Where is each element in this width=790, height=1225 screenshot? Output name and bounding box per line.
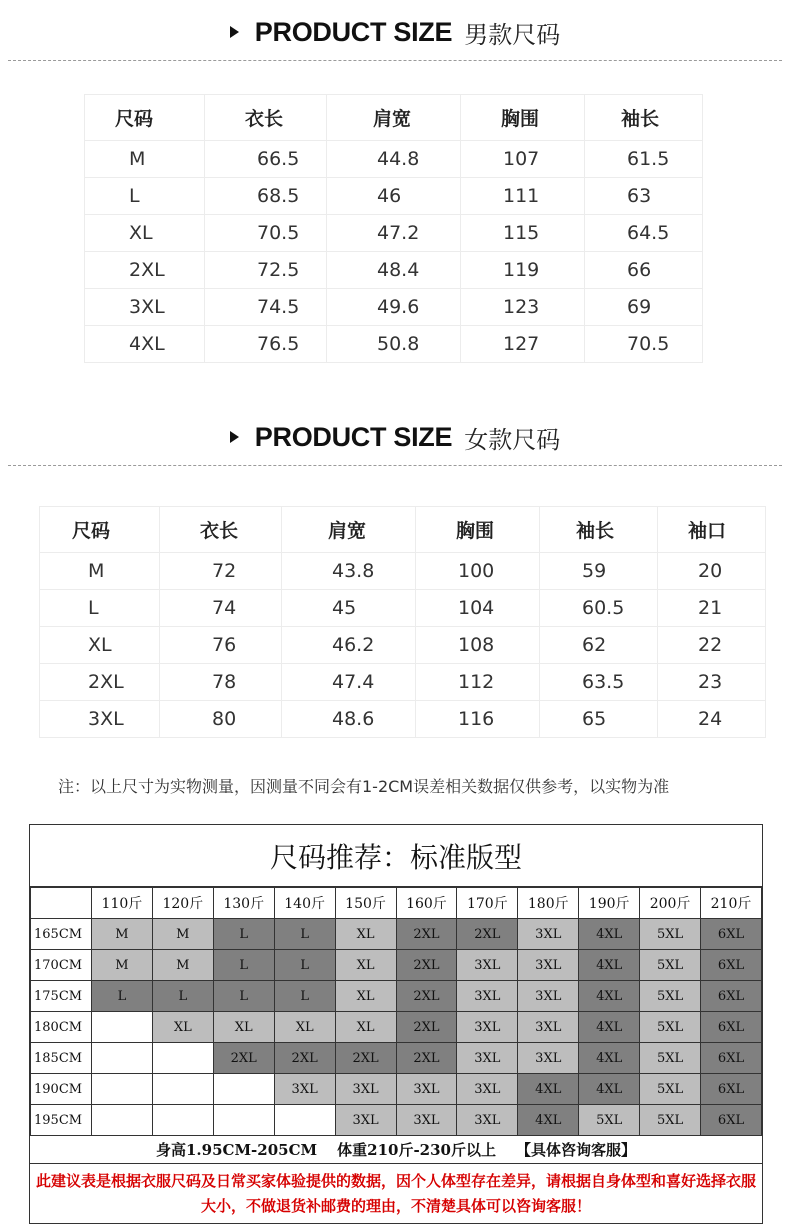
recommended-size-cell: 6XL <box>701 1074 762 1105</box>
size-recommendation-panel <box>29 824 763 1224</box>
recommended-size-cell: XL <box>335 1012 396 1043</box>
table-cell: 104 <box>416 590 540 627</box>
height-row <box>31 1074 762 1105</box>
recommended-size-cell: 4XL <box>518 1105 579 1136</box>
weight-header: 120斤 <box>152 888 213 919</box>
table-cell: 20 <box>658 553 766 590</box>
table-cell: 50.8 <box>327 326 461 363</box>
recommended-size-cell: 2XL <box>274 1043 335 1074</box>
table-cell: 4XL <box>85 326 205 363</box>
weight-header: 110斤 <box>91 888 152 919</box>
recommendation-grid <box>30 887 762 1136</box>
recommended-size-cell <box>91 1043 152 1074</box>
height-label: 165CM <box>31 919 92 950</box>
recommended-size-cell: 3XL <box>396 1074 457 1105</box>
table-header-row <box>40 507 766 553</box>
recommended-size-cell: 4XL <box>579 1074 640 1105</box>
recommended-size-cell: L <box>91 981 152 1012</box>
weight-header: 140斤 <box>274 888 335 919</box>
men-title-en: PRODUCT SIZE <box>254 16 453 47</box>
table-cell: 22 <box>658 627 766 664</box>
table-cell: 127 <box>461 326 585 363</box>
divider <box>8 60 782 61</box>
table-row <box>85 141 703 178</box>
recommended-size-cell: 4XL <box>579 950 640 981</box>
table-cell: 108 <box>416 627 540 664</box>
table-cell: 63.5 <box>540 664 658 701</box>
recommended-size-cell: 3XL <box>518 919 579 950</box>
recommended-size-cell: 5XL <box>640 919 701 950</box>
recommended-size-cell: 3XL <box>457 950 518 981</box>
table-cell: 66 <box>585 252 703 289</box>
recommended-size-cell: 5XL <box>640 1074 701 1105</box>
column-header: 尺码 <box>40 507 160 553</box>
table-cell: 47.4 <box>282 664 416 701</box>
height-label: 190CM <box>31 1074 92 1105</box>
recommended-size-cell: L <box>274 919 335 950</box>
table-cell: 2XL <box>40 664 160 701</box>
table-cell: 70.5 <box>205 215 327 252</box>
recommended-size-cell <box>152 1043 213 1074</box>
table-cell: 66.5 <box>205 141 327 178</box>
footer-consult: 【具体咨询客服】 <box>516 1141 637 1159</box>
height-row <box>31 1043 762 1074</box>
table-cell: 60.5 <box>540 590 658 627</box>
recommended-size-cell: 4XL <box>579 981 640 1012</box>
table-row <box>85 326 703 363</box>
table-row <box>40 590 766 627</box>
table-cell: 76.5 <box>205 326 327 363</box>
recommended-size-cell: 3XL <box>457 1105 518 1136</box>
recommended-size-cell: XL <box>213 1012 274 1043</box>
recommended-size-cell: 4XL <box>579 1012 640 1043</box>
table-cell: 48.6 <box>282 701 416 738</box>
recommended-size-cell: L <box>213 919 274 950</box>
recommended-size-cell: 6XL <box>701 1012 762 1043</box>
recommended-size-cell: 5XL <box>640 1012 701 1043</box>
recommended-size-cell: 5XL <box>640 981 701 1012</box>
men-section-title <box>0 12 790 52</box>
women-size-table <box>39 506 766 738</box>
column-header: 胸围 <box>461 95 585 141</box>
recommended-size-cell: 3XL <box>457 981 518 1012</box>
table-cell: 62 <box>540 627 658 664</box>
recommended-size-cell: L <box>274 981 335 1012</box>
recommended-size-cell <box>152 1074 213 1105</box>
recommended-size-cell: 6XL <box>701 1105 762 1136</box>
height-label: 180CM <box>31 1012 92 1043</box>
height-label: 170CM <box>31 950 92 981</box>
recommended-size-cell: M <box>152 919 213 950</box>
men-title-cn: 男款尺码 <box>464 20 561 49</box>
divider <box>8 465 782 466</box>
weight-header: 170斤 <box>457 888 518 919</box>
weight-header: 200斤 <box>640 888 701 919</box>
recommended-size-cell: L <box>274 950 335 981</box>
table-row <box>40 701 766 738</box>
recommended-size-cell: 4XL <box>579 1043 640 1074</box>
recommended-size-cell: 2XL <box>335 1043 396 1074</box>
recommended-size-cell: 5XL <box>640 1105 701 1136</box>
column-header: 衣长 <box>205 95 327 141</box>
table-cell: 48.4 <box>327 252 461 289</box>
column-header: 胸围 <box>416 507 540 553</box>
recommended-size-cell: 3XL <box>335 1074 396 1105</box>
table-cell: 80 <box>160 701 282 738</box>
recommendation-warning: 此建议表是根据衣服尺码及日常买家体验提供的数据，因个人体型存在差异，请根据自身体型和喜好选择衣服大小，不做退货补邮费的理由，不清楚具体可以咨询客服！ <box>35 1172 756 1215</box>
table-cell: 123 <box>461 289 585 326</box>
recommended-size-cell: 2XL <box>213 1043 274 1074</box>
table-cell: 61.5 <box>585 141 703 178</box>
recommended-size-cell <box>91 1105 152 1136</box>
recommended-size-cell: XL <box>152 1012 213 1043</box>
recommended-size-cell: 3XL <box>335 1105 396 1136</box>
recommended-size-cell: 2XL <box>396 950 457 981</box>
recommended-size-cell: 6XL <box>701 919 762 950</box>
table-cell: 116 <box>416 701 540 738</box>
table-cell: 59 <box>540 553 658 590</box>
weight-header: 160斤 <box>396 888 457 919</box>
table-cell: M <box>40 553 160 590</box>
table-row <box>40 553 766 590</box>
table-row <box>85 178 703 215</box>
height-row <box>31 950 762 981</box>
column-header: 袖长 <box>540 507 658 553</box>
table-cell: 23 <box>658 664 766 701</box>
recommended-size-cell: L <box>213 950 274 981</box>
recommended-size-cell: 3XL <box>518 1043 579 1074</box>
recommended-size-cell <box>213 1074 274 1105</box>
footer-height: 身高1.95CM-205CM <box>155 1141 318 1159</box>
recommended-size-cell: M <box>152 950 213 981</box>
measurement-note: 注：以上尺寸为实物测量，因测量不同会有1-2CM误差相关数据仅供参考，以实物为准 <box>58 777 670 796</box>
column-header: 肩宽 <box>327 95 461 141</box>
height-label: 175CM <box>31 981 92 1012</box>
recommended-size-cell: 3XL <box>457 1074 518 1105</box>
recommended-size-cell: XL <box>274 1012 335 1043</box>
table-cell: 3XL <box>85 289 205 326</box>
table-cell: 65 <box>540 701 658 738</box>
table-row <box>85 252 703 289</box>
weight-header: 130斤 <box>213 888 274 919</box>
table-cell: 111 <box>461 178 585 215</box>
table-cell: 112 <box>416 664 540 701</box>
table-cell: 47.2 <box>327 215 461 252</box>
table-cell: XL <box>40 627 160 664</box>
table-row <box>85 289 703 326</box>
table-cell: 2XL <box>85 252 205 289</box>
table-cell: 78 <box>160 664 282 701</box>
recommended-size-cell: 3XL <box>457 1043 518 1074</box>
weight-header: 180斤 <box>518 888 579 919</box>
table-row <box>40 664 766 701</box>
table-cell: 115 <box>461 215 585 252</box>
height-label: 185CM <box>31 1043 92 1074</box>
recommended-size-cell: 6XL <box>701 1043 762 1074</box>
weight-header-row <box>31 888 762 919</box>
table-cell: 68.5 <box>205 178 327 215</box>
recommended-size-cell <box>213 1105 274 1136</box>
table-row <box>40 627 766 664</box>
table-cell: 107 <box>461 141 585 178</box>
table-cell: 76 <box>160 627 282 664</box>
recommendation-title: 尺码推荐：标准版型 <box>30 825 762 887</box>
recommended-size-cell: 3XL <box>518 1012 579 1043</box>
table-cell: L <box>85 178 205 215</box>
table-cell: 74.5 <box>205 289 327 326</box>
table-cell: 100 <box>416 553 540 590</box>
recommended-size-cell: 6XL <box>701 950 762 981</box>
recommended-size-cell <box>152 1105 213 1136</box>
triangle-bullet-icon <box>230 26 239 38</box>
recommended-size-cell: 5XL <box>579 1105 640 1136</box>
women-section-title <box>0 417 790 457</box>
recommended-size-cell: 5XL <box>640 1043 701 1074</box>
table-cell: 21 <box>658 590 766 627</box>
women-title-cn: 女款尺码 <box>464 425 561 454</box>
column-header: 肩宽 <box>282 507 416 553</box>
recommendation-footer <box>30 1136 762 1164</box>
table-header-row <box>85 95 703 141</box>
recommended-size-cell: L <box>213 981 274 1012</box>
recommended-size-cell <box>91 1012 152 1043</box>
recommended-size-cell: 2XL <box>396 981 457 1012</box>
table-cell: 74 <box>160 590 282 627</box>
weight-header: 210斤 <box>701 888 762 919</box>
height-row <box>31 1105 762 1136</box>
recommended-size-cell: 3XL <box>518 950 579 981</box>
table-cell: M <box>85 141 205 178</box>
recommended-size-cell: M <box>91 950 152 981</box>
recommended-size-cell: 3XL <box>457 1012 518 1043</box>
height-row <box>31 1012 762 1043</box>
table-cell: 69 <box>585 289 703 326</box>
table-cell: 49.6 <box>327 289 461 326</box>
corner-cell <box>31 888 92 919</box>
table-cell: 46 <box>327 178 461 215</box>
recommended-size-cell: XL <box>335 919 396 950</box>
recommended-size-cell: 4XL <box>518 1074 579 1105</box>
men-size-table <box>84 94 703 363</box>
column-header: 尺码 <box>85 95 205 141</box>
column-header: 袖口 <box>658 507 766 553</box>
recommended-size-cell: 2XL <box>457 919 518 950</box>
recommended-size-cell <box>274 1105 335 1136</box>
height-row <box>31 919 762 950</box>
table-row <box>85 215 703 252</box>
height-row <box>31 981 762 1012</box>
table-cell: 72.5 <box>205 252 327 289</box>
recommended-size-cell: 4XL <box>579 919 640 950</box>
table-cell: XL <box>85 215 205 252</box>
column-header: 衣长 <box>160 507 282 553</box>
table-cell: 64.5 <box>585 215 703 252</box>
weight-header: 150斤 <box>335 888 396 919</box>
table-cell: 45 <box>282 590 416 627</box>
table-cell: 70.5 <box>585 326 703 363</box>
triangle-bullet-icon <box>230 431 239 443</box>
recommended-size-cell: 6XL <box>701 981 762 1012</box>
recommended-size-cell: XL <box>335 950 396 981</box>
recommended-size-cell: 2XL <box>396 919 457 950</box>
recommended-size-cell: XL <box>335 981 396 1012</box>
table-cell: 63 <box>585 178 703 215</box>
table-cell: 72 <box>160 553 282 590</box>
table-cell: 46.2 <box>282 627 416 664</box>
recommended-size-cell: L <box>152 981 213 1012</box>
recommended-size-cell: 3XL <box>396 1105 457 1136</box>
weight-header: 190斤 <box>579 888 640 919</box>
table-cell: 3XL <box>40 701 160 738</box>
table-cell: 24 <box>658 701 766 738</box>
recommended-size-cell: M <box>91 919 152 950</box>
table-cell: 44.8 <box>327 141 461 178</box>
column-header: 袖长 <box>585 95 703 141</box>
height-label: 195CM <box>31 1105 92 1136</box>
recommended-size-cell: 3XL <box>274 1074 335 1105</box>
recommended-size-cell: 2XL <box>396 1043 457 1074</box>
recommended-size-cell <box>91 1074 152 1105</box>
recommended-size-cell: 2XL <box>396 1012 457 1043</box>
table-cell: L <box>40 590 160 627</box>
recommended-size-cell: 3XL <box>518 981 579 1012</box>
table-cell: 119 <box>461 252 585 289</box>
women-title-en: PRODUCT SIZE <box>254 421 453 452</box>
footer-weight: 体重210斤-230斤以上 <box>337 1141 496 1159</box>
recommended-size-cell: 5XL <box>640 950 701 981</box>
table-cell: 43.8 <box>282 553 416 590</box>
